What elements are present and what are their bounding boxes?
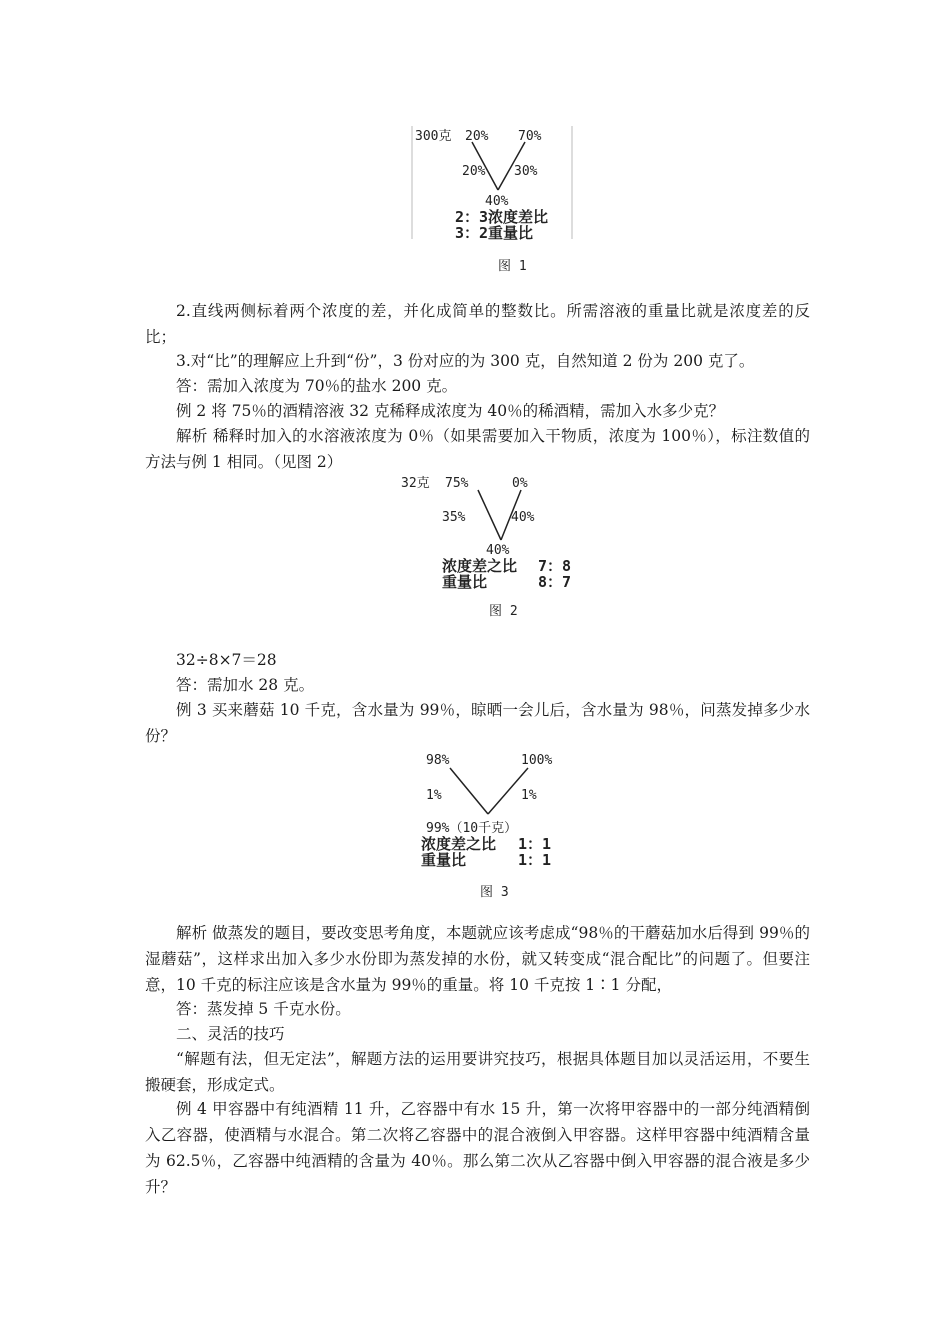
paragraph-6: 32÷8×7＝28 <box>176 651 277 669</box>
figure-3-right-pct: 100% <box>521 753 553 768</box>
figure-3-row1-value: 1：1 <box>518 835 552 853</box>
paragraph-4: 例 2 将 75％的酒精溶液 32 克稀释成浓度为 40％的稀酒精，需加入水多少克？ <box>176 402 725 420</box>
figure-3-left-pct: 98% <box>426 753 450 768</box>
figure-3-mix: 99%（10千克） <box>426 821 518 836</box>
figure-1-right-pct: 70% <box>518 129 542 144</box>
figure-3-row2-label: 重量比 <box>421 851 467 869</box>
figure-2-right-diff: 40% <box>511 510 535 525</box>
figure-1-caption: 图 1 <box>498 259 527 274</box>
figure-3 <box>418 748 578 903</box>
figure-2-caption: 图 2 <box>489 604 518 619</box>
paragraph-3: 答：需加入浓度为 70％的盐水 200 克。 <box>176 377 458 395</box>
figure-2-left-pct: 75% <box>445 476 469 491</box>
figure-1-right-diff: 30% <box>514 164 538 179</box>
figure-2-row1-label: 浓度差之比 <box>442 557 518 575</box>
figure-2-right-pct: 0% <box>512 476 528 491</box>
figure-2 <box>398 470 588 625</box>
figure-3-row1-label: 浓度差之比 <box>421 835 497 853</box>
figure-2-row2-value: 8：7 <box>538 573 572 591</box>
figure-2-amount: 32克 <box>401 476 430 491</box>
paragraph-7: 答：需加水 28 克。 <box>176 676 315 694</box>
section-heading: 二、灵活的技巧 <box>176 1025 285 1043</box>
paragraph-9: 解析 做蒸发的题目，要改变思考角度，本题就应该考虑成“98％的干蘑菇加水后得到 99％的湿蘑菇”，这样求出加入多少水份即为蒸发掉的水份，就又转变成“混合配比”的问题了。但要注意，10 千克的标注应该是含水量为 99％的重量。将 10 千克按 1∶1 分配， <box>145 924 810 994</box>
figure-2-row1-value: 7：8 <box>538 557 572 575</box>
paragraph-11: “解题有法，但无定法”，解题方法的运用要讲究技巧，根据具体题目加以灵活运用，不要生搬硬套，形成定式。 <box>145 1050 810 1094</box>
figure-3-left-diff: 1% <box>426 788 442 803</box>
figure-3-row2-value: 1：1 <box>518 851 552 869</box>
figure-2-left-diff: 35% <box>442 510 466 525</box>
paragraph-12: 例 4 甲容器中有纯酒精 11 升，乙容器中有水 15 升，第一次将甲容器中的一部分纯酒精倒入乙容器，使酒精与水混合。第二次将乙容器中的混合液倒入甲容器。这样甲容器中纯酒精含量为 62.5％，乙容器中纯酒精的含量为 40％。那么第二次从乙容器中倒入甲容器的混合液是多少升？ <box>145 1100 810 1196</box>
paragraph-2: 3.对“比”的理解应上升到“份”，3 份对应的为 300 克，自然知道 2 份为 200 克了。 <box>176 352 755 370</box>
paragraph-1: 2.直线两侧标着两个浓度的差，并化成简单的整数比。所需溶液的重量比就是浓度差的反比； <box>145 302 810 346</box>
figure-2-row2-label: 重量比 <box>442 573 488 591</box>
figure-1-amount: 300克 <box>415 129 452 144</box>
paragraph-10: 答：蒸发掉 5 千克水份。 <box>176 1000 351 1018</box>
figure-1-left-pct: 20% <box>465 129 489 144</box>
figure-3-right-diff: 1% <box>521 788 537 803</box>
figure-2-mix: 40% <box>486 543 510 558</box>
figure-1 <box>410 124 580 274</box>
paragraph-5: 解析 稀释时加入的水溶液浓度为 0％（如果需要加入干物质，浓度为 100％），标注数值的方法与例 1 相同。（见图 2） <box>145 427 810 471</box>
figure-1-left-diff: 20% <box>462 164 486 179</box>
figure-3-caption: 图 3 <box>480 885 509 900</box>
figure-1-ratio-concentration: 2：3浓度差比 <box>455 208 549 226</box>
paragraph-8: 例 3 买来蘑菇 10 千克，含水量为 99％，晾晒一会儿后，含水量为 98％，问蒸发掉多少水份？ <box>145 701 810 745</box>
figure-1-ratio-weight: 3：2重量比 <box>455 224 534 242</box>
figure-1-mix: 40% <box>485 194 509 209</box>
